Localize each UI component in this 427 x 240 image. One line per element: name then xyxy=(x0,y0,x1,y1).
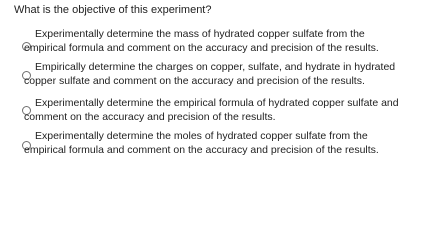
option-2-text-line-1: Empirically determine the charges on copper, sulfate, and hydrate in hydrated xyxy=(35,61,396,73)
option-1-text-line-1: Experimentally determine the mass of hydrated copper sulfate from the xyxy=(35,28,365,40)
question-prompt: What is the objective of this experiment? xyxy=(14,4,212,16)
option-2-text-line-2: copper sulfate and comment on the accuracy and precision of the results. xyxy=(24,75,365,87)
option-4-text-line-2: empirical formula and comment on the accuracy and precision of the results. xyxy=(24,144,379,156)
option-4-text-line-1: Experimentally determine the moles of hydrated copper sulfate from the xyxy=(35,130,368,142)
option-1-text-line-2: empirical formula and comment on the accuracy and precision of the results. xyxy=(24,42,379,54)
option-3-text-line-2: comment on the accuracy and precision of the results. xyxy=(24,111,276,123)
option-3-text-line-1: Experimentally determine the empirical formula of hydrated copper sulfate and xyxy=(35,97,399,109)
